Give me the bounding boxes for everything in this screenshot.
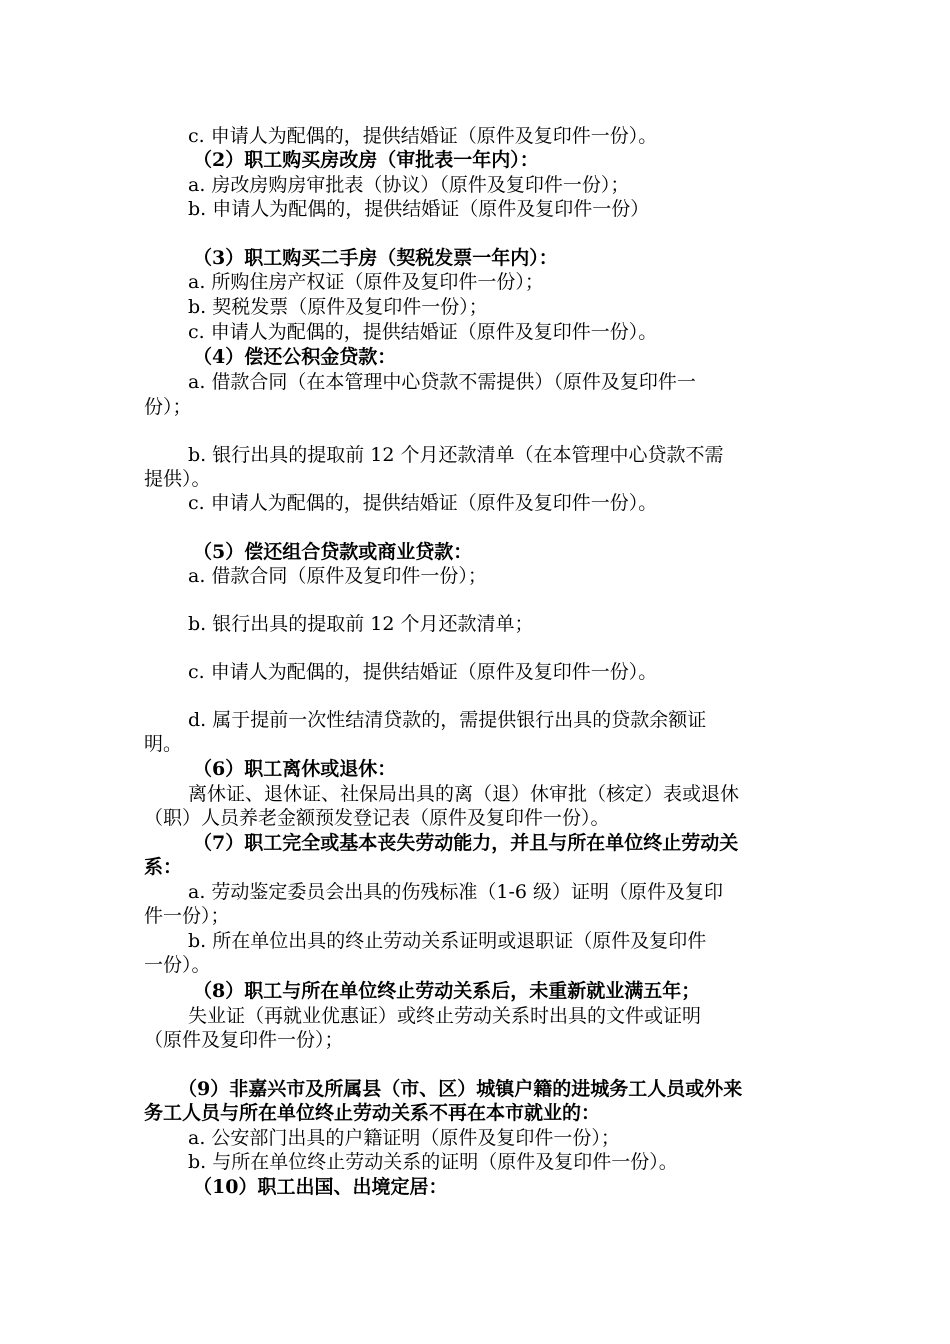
list-item: c. 申请人为配偶的，提供结婚证（原件及复印件一份）。 (188, 661, 658, 683)
list-item: a. 所购住房产权证（原件及复印件一份）； (188, 271, 544, 293)
list-item: a. 劳动鉴定委员会出具的伤残标准（1-6 级）证明（原件及复印 (188, 881, 724, 903)
section-heading: （2）职工购买房改房（审批表一年内）： (193, 149, 539, 171)
list-item: b. 契税发票（原件及复印件一份）； (188, 296, 488, 318)
list-item-continuation: 明。 (144, 733, 183, 755)
section-heading: （3）职工购买二手房（契税发票一年内）： (193, 247, 558, 269)
section-heading: （10）职工出国、出境定居： (193, 1176, 448, 1198)
list-item: d. 属于提前一次性结清贷款的，需提供银行出具的贷款余额证 (188, 709, 707, 731)
list-item: b. 申请人为配偶的，提供结婚证（原件及复印件一份） (188, 198, 650, 220)
item-marriage-certificate: c. 申请人为配偶的，提供结婚证（原件及复印件一份）。 (188, 125, 658, 147)
list-item: b. 银行出具的提取前 12 个月还款清单； (188, 613, 534, 635)
list-item: c. 申请人为配偶的，提供结婚证（原件及复印件一份）。 (188, 492, 658, 514)
section-heading: （4）偿还公积金贷款： (193, 346, 397, 368)
list-item: a. 借款合同（原件及复印件一份）； (188, 565, 487, 587)
list-item-continuation: 件一份）； (144, 905, 230, 927)
section-heading-continuation: 系： (144, 856, 183, 878)
paragraph-line: （职）人员养老金额预发登记表（原件及复印件一份）。 (144, 807, 610, 829)
list-item: a. 房改房购房审批表（协议）（原件及复印件一份）； (188, 174, 630, 196)
list-item: a. 公安部门出具的户籍证明（原件及复印件一份）； (188, 1127, 620, 1149)
section-heading: （9）非嘉兴市及所属县（市、区）城镇户籍的进城务工人员或外来 (178, 1078, 743, 1100)
section-heading: （8）职工与所在单位终止劳动关系后，未重新就业满五年； (193, 980, 701, 1002)
paragraph-line: （原件及复印件一份）； (144, 1029, 344, 1051)
list-item-continuation: 一份）。 (144, 954, 211, 976)
list-item-continuation: 份）； (144, 396, 192, 418)
section-heading: （5）偿还组合贷款或商业贷款： (193, 541, 473, 563)
section-heading: （7）职工完全或基本丧失劳动能力，并且与所在单位终止劳动关 (193, 832, 739, 854)
list-item: c. 申请人为配偶的，提供结婚证（原件及复印件一份）。 (188, 321, 658, 343)
list-item: b. 所在单位出具的终止劳动关系证明或退职证（原件及复印件 (188, 930, 707, 952)
section-heading-continuation: 务工人员与所在单位终止劳动关系不再在本市就业的： (144, 1102, 601, 1124)
list-item: b. 银行出具的提取前 12 个月还款清单（在本管理中心贷款不需 (188, 444, 724, 466)
list-item: a. 借款合同（在本管理中心贷款不需提供）（原件及复印件一 (188, 371, 696, 393)
paragraph-line: 离休证、退休证、社保局出具的离（退）休审批（核定）表或退休 (188, 783, 740, 805)
section-heading: （6）职工离休或退休： (193, 758, 397, 780)
list-item: b. 与所在单位终止劳动关系的证明（原件及复印件一份）。 (188, 1151, 678, 1173)
paragraph-line: 失业证（再就业优惠证）或终止劳动关系时出具的文件或证明 (188, 1005, 702, 1027)
list-item-continuation: 提供）。 (144, 468, 211, 490)
